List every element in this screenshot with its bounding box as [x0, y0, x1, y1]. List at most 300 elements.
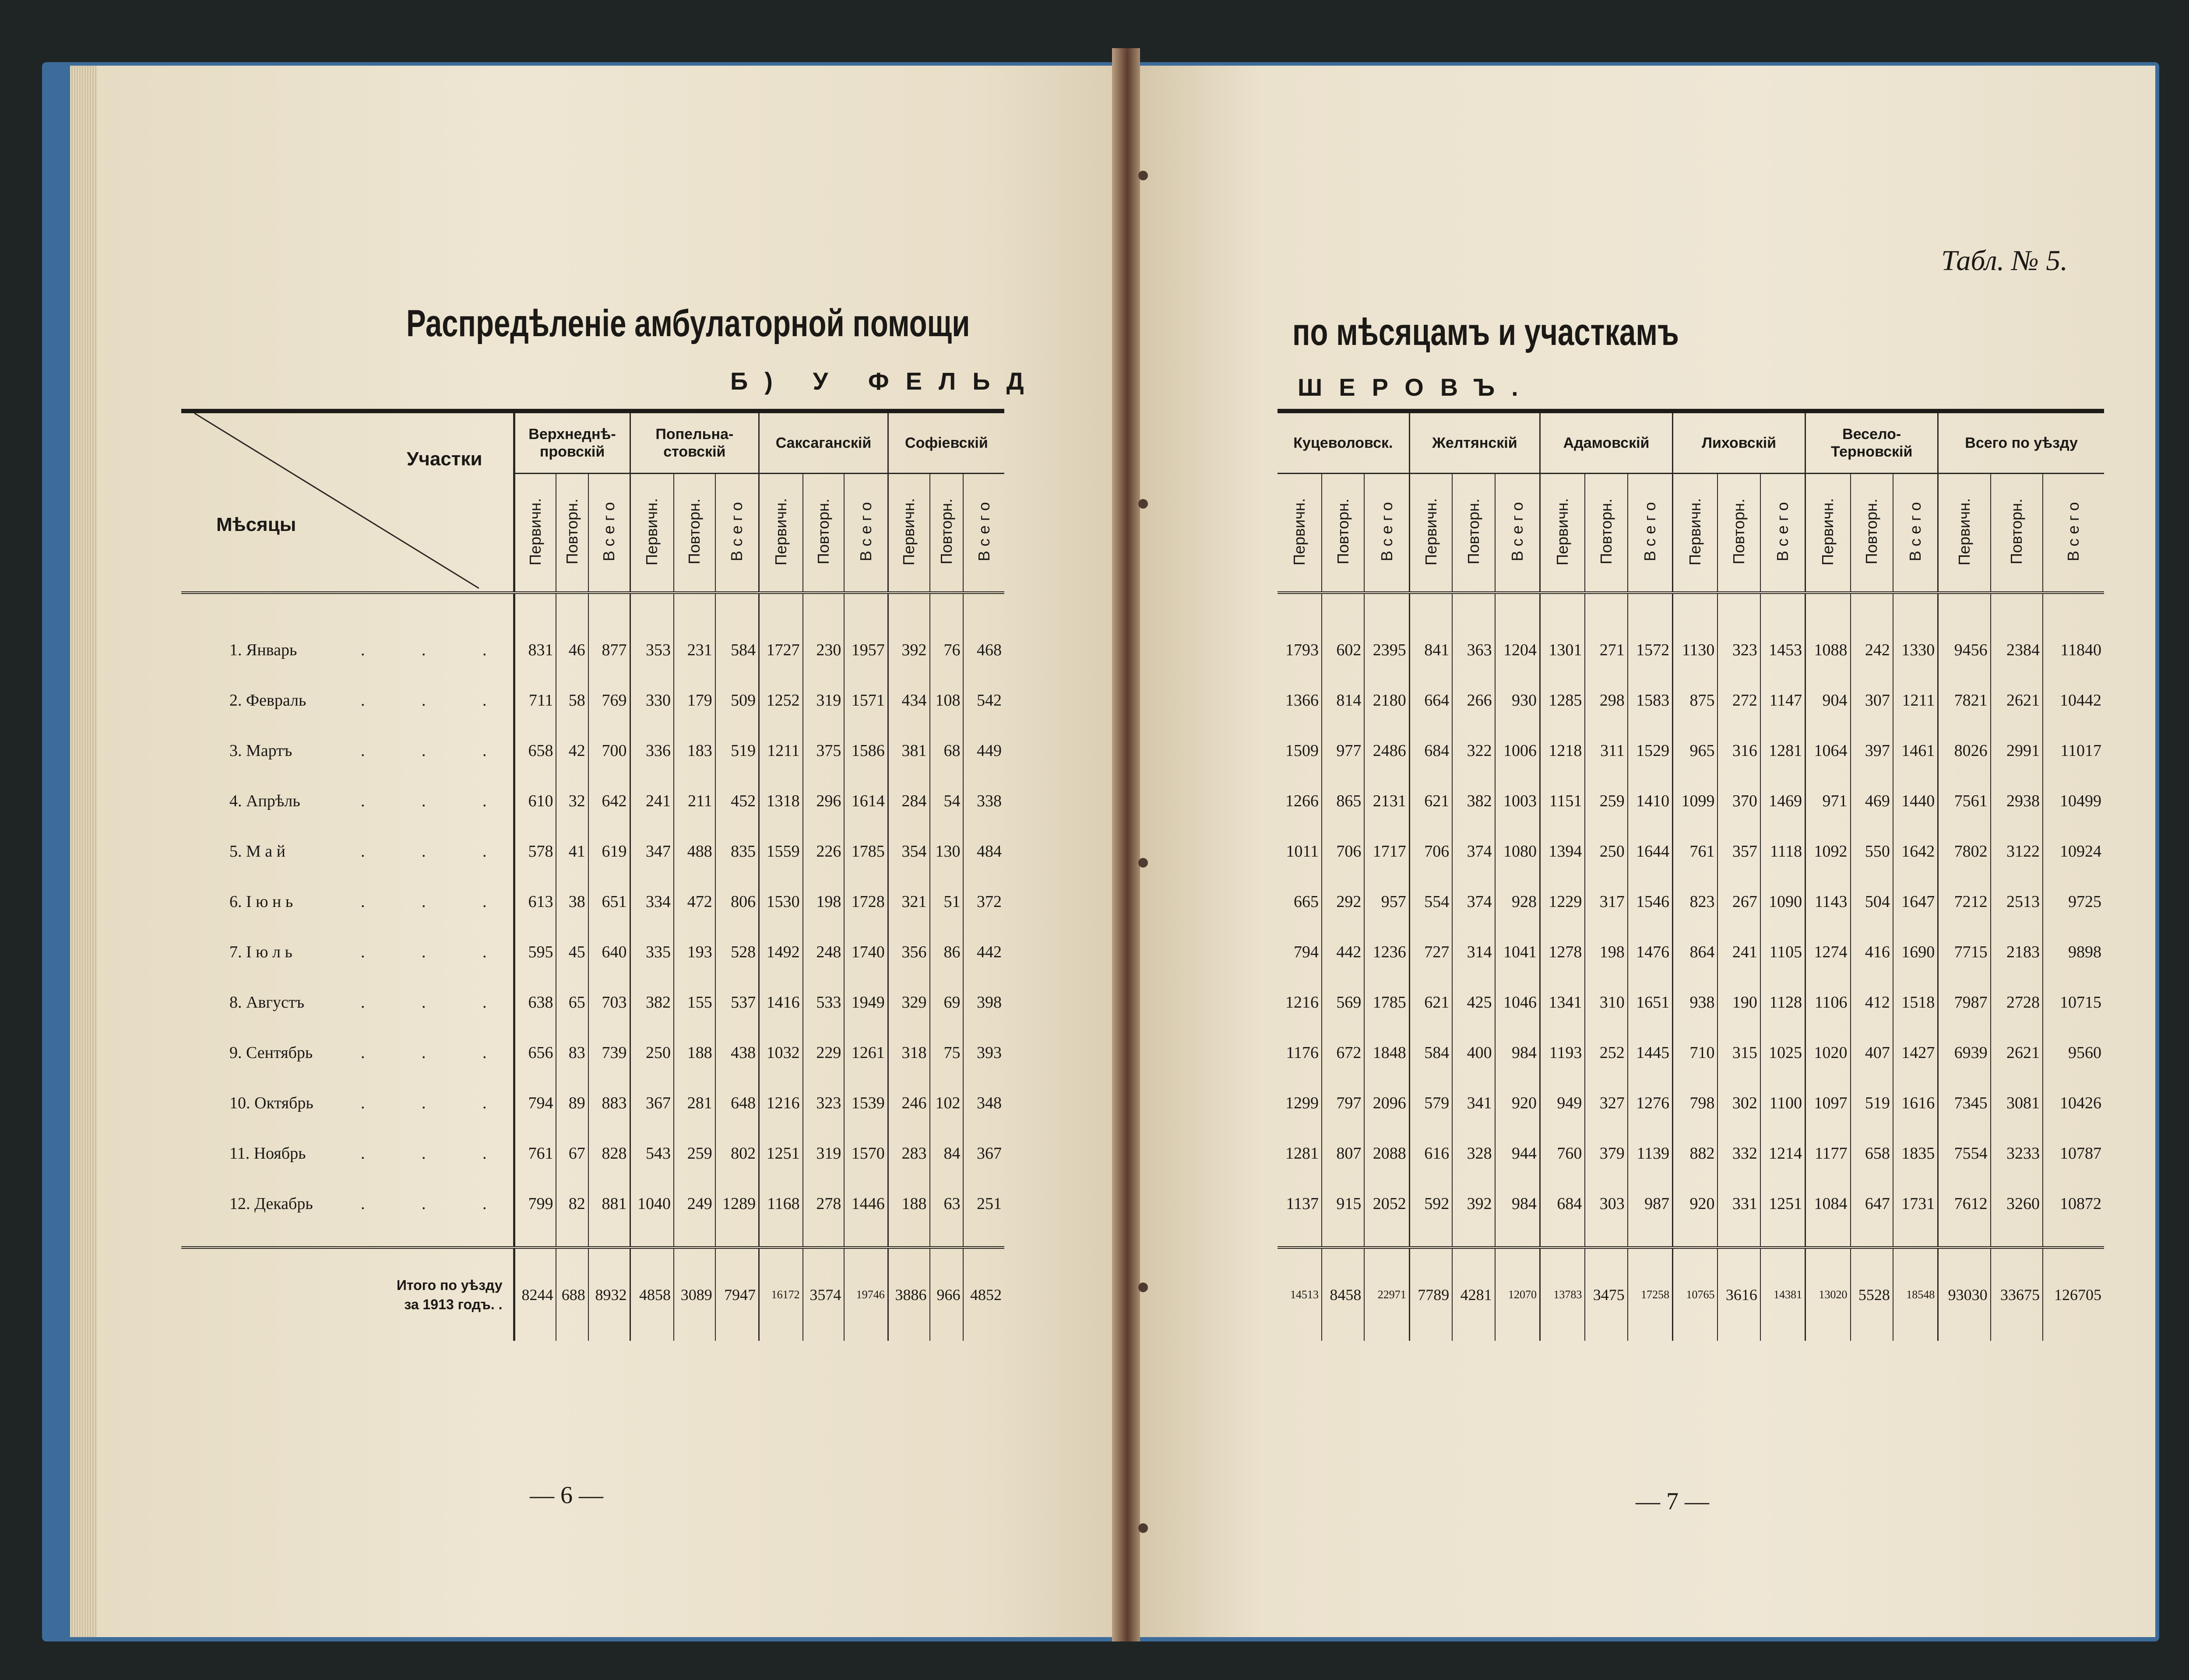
cell-value: 51: [930, 876, 964, 927]
cell-value: 2052: [1364, 1178, 1409, 1229]
table-row: [181, 776, 1004, 826]
cell-value: 271: [1585, 625, 1627, 675]
totals-label-line: Итого по уѣзду: [396, 1277, 503, 1293]
cell-value: 938: [1673, 977, 1718, 1027]
cell-value: 1032: [759, 1027, 803, 1078]
leader-dots: . . .: [361, 691, 513, 710]
cell-value: 977: [1322, 725, 1364, 776]
cell-value: 434: [888, 675, 929, 725]
month-label: [181, 927, 514, 977]
cell-value: 613: [514, 876, 556, 927]
cell-value: 1006: [1495, 725, 1540, 776]
cell-value: 1261: [844, 1027, 888, 1078]
subheader-label: Повторн.: [2007, 499, 2026, 565]
month-label: [181, 1027, 514, 1078]
total-value: 3616: [1717, 1248, 1760, 1341]
month-label: [181, 625, 514, 675]
cell-value: 303: [1585, 1178, 1627, 1229]
cell-value: 1453: [1760, 625, 1805, 675]
month-label: [181, 977, 514, 1027]
month-name: 9. Сентябрь: [229, 1043, 313, 1062]
months-label: Мѣсяцы: [216, 514, 296, 535]
cell-value: 32: [556, 776, 588, 826]
cell-value: 11840: [2043, 625, 2104, 675]
column-subheader: [1322, 474, 1364, 593]
table-row: [1278, 1178, 2104, 1229]
cell-value: 1394: [1540, 826, 1585, 876]
column-subheader: [556, 474, 588, 593]
cell-value: 949: [1540, 1078, 1585, 1128]
cell-value: 2088: [1364, 1128, 1409, 1178]
cell-value: 1644: [1628, 826, 1673, 876]
cell-value: 226: [803, 826, 845, 876]
month-label: [181, 1078, 514, 1128]
cell-value: 323: [803, 1078, 845, 1128]
cell-value: 928: [1495, 876, 1540, 927]
cell-value: 484: [963, 826, 1004, 876]
cell-value: 1128: [1760, 977, 1805, 1027]
cell-value: 579: [1409, 1078, 1452, 1128]
cell-value: 930: [1495, 675, 1540, 725]
cell-value: 382: [630, 977, 674, 1027]
leader-dots: . . .: [361, 1194, 513, 1213]
cell-value: 38: [556, 876, 588, 927]
month-name: 6. І ю н ь: [229, 892, 293, 911]
cell-value: 398: [963, 977, 1004, 1027]
district-header-label: Попельна- стовскій: [655, 426, 734, 460]
leader-dots: . . .: [361, 741, 513, 760]
cell-value: 1957: [844, 625, 888, 675]
cell-value: 11017: [2043, 725, 2104, 776]
district-header: [1938, 411, 2104, 474]
cell-value: 392: [888, 625, 929, 675]
cell-value: 602: [1322, 625, 1364, 675]
table-row: [1278, 776, 2104, 826]
district-header-label: Лиховскій: [1702, 435, 1777, 451]
district-header-label: Адамовскій: [1563, 435, 1650, 451]
cell-value: 1147: [1760, 675, 1805, 725]
cell-value: 1530: [759, 876, 803, 927]
district-header: [1409, 411, 1540, 474]
cell-value: 302: [1717, 1078, 1760, 1128]
cell-value: 1281: [1760, 725, 1805, 776]
district-header: [1540, 411, 1672, 474]
cell-value: 314: [1452, 927, 1495, 977]
cell-value: 684: [1540, 1178, 1585, 1229]
cell-value: 7987: [1938, 977, 1991, 1027]
cell-value: 249: [674, 1178, 715, 1229]
column-subheader: [844, 474, 888, 593]
cell-value: 1218: [1540, 725, 1585, 776]
cell-value: 1616: [1893, 1078, 1938, 1128]
cell-value: 267: [1717, 876, 1760, 927]
right-table: [1278, 409, 2104, 1341]
cell-value: 10787: [2043, 1128, 2104, 1178]
total-value: 4852: [963, 1248, 1004, 1341]
cell-value: 1717: [1364, 826, 1409, 876]
cell-value: 130: [930, 826, 964, 876]
cell-value: 69: [930, 977, 964, 1027]
cell-value: 1642: [1893, 826, 1938, 876]
month-name: 7. І ю л ь: [229, 942, 292, 961]
month-name: 12. Декабрь: [229, 1194, 313, 1213]
district-header: [1805, 411, 1938, 474]
cell-value: 298: [1585, 675, 1627, 725]
month-name: 11. Ноябрь: [229, 1144, 306, 1163]
subheader-label: В с е г о: [1906, 502, 1925, 562]
corner-header: [181, 411, 514, 593]
cell-value: 1416: [759, 977, 803, 1027]
total-value: 8458: [1322, 1248, 1364, 1341]
subheader-label: В с е г о: [1508, 502, 1526, 562]
cell-value: 1330: [1893, 625, 1938, 675]
cell-value: 488: [674, 826, 715, 876]
subheader-label: В с е г о: [975, 502, 993, 562]
subheader-label: Первичн.: [1686, 498, 1704, 566]
table-row: [181, 1078, 1004, 1128]
column-subheader: [1991, 474, 2043, 593]
cell-value: 1539: [844, 1078, 888, 1128]
total-value: 8932: [588, 1248, 630, 1341]
column-subheader: [1938, 474, 1991, 593]
table-row: [1278, 927, 2104, 977]
cell-value: 802: [715, 1128, 759, 1178]
month-name: 5. М а й: [229, 842, 285, 861]
cell-value: 251: [963, 1178, 1004, 1229]
cell-value: 248: [803, 927, 845, 977]
cell-value: 316: [1717, 725, 1760, 776]
subheader-label: Первичн.: [900, 498, 918, 566]
cell-value: 374: [1452, 826, 1495, 876]
cell-value: 957: [1364, 876, 1409, 927]
cell-value: 504: [1851, 876, 1893, 927]
cell-value: 329: [888, 977, 929, 1027]
total-value: 7947: [715, 1248, 759, 1341]
cell-value: 327: [1585, 1078, 1627, 1128]
cell-value: 9898: [2043, 927, 2104, 977]
cell-value: 102: [930, 1078, 964, 1128]
cell-value: 188: [674, 1027, 715, 1078]
column-subheader: [715, 474, 759, 593]
cell-value: 1137: [1286, 1194, 1319, 1213]
district-header-label: Саксаганскій: [775, 435, 872, 451]
table-row: [1278, 876, 2104, 927]
cell-value: 183: [674, 725, 715, 776]
total-value: 5528: [1851, 1248, 1893, 1341]
cell-value: 760: [1540, 1128, 1585, 1178]
cell-value: 296: [803, 776, 845, 826]
cell-value: 1949: [844, 977, 888, 1027]
total-value: 19746: [844, 1248, 888, 1341]
cell-value: 920: [1673, 1178, 1718, 1229]
cell-value: 370: [1717, 776, 1760, 826]
cell-value: 7212: [1938, 876, 1991, 927]
cell-value: 882: [1673, 1128, 1718, 1178]
cell-value: 1092: [1805, 826, 1851, 876]
cell-value: 769: [588, 675, 630, 725]
cell-value: 658: [1851, 1128, 1893, 1178]
cell-value: 1229: [1540, 876, 1585, 927]
cell-value: 425: [1452, 977, 1495, 1027]
cell-value: 379: [1585, 1128, 1627, 1178]
district-header: [759, 411, 888, 474]
cell-value: 1193: [1540, 1027, 1585, 1078]
cell-value: 509: [715, 675, 759, 725]
cell-value: 472: [674, 876, 715, 927]
cell-value: 469: [1851, 776, 1893, 826]
cell-value: 7715: [1938, 927, 1991, 977]
binding-hole: [1138, 1523, 1148, 1533]
cell-value: 831: [514, 625, 556, 675]
cell-value: 711: [514, 675, 556, 725]
cell-value: 259: [1585, 776, 1627, 826]
cell-value: 252: [1585, 1027, 1627, 1078]
cell-value: 2513: [1991, 876, 2043, 927]
cell-value: 904: [1805, 675, 1851, 725]
cell-value: 1084: [1805, 1178, 1851, 1229]
month-label: [181, 826, 514, 876]
cell-value: 1848: [1364, 1027, 1409, 1078]
column-subheader: [1540, 474, 1585, 593]
cell-value: 971: [1805, 776, 1851, 826]
totals-label: [181, 1248, 514, 1341]
cell-value: 794: [514, 1078, 556, 1128]
column-subheader: [1893, 474, 1938, 593]
cell-value: 334: [630, 876, 674, 927]
cell-value: 10872: [2043, 1178, 2104, 1229]
cell-value: 915: [1322, 1178, 1364, 1229]
cell-value: 1285: [1540, 675, 1585, 725]
cell-value: 1252: [759, 675, 803, 725]
right-title: по мѣсяцамъ и участкамъ: [1292, 311, 1679, 353]
table-row: [181, 826, 1004, 876]
cell-value: 54: [930, 776, 964, 826]
cell-value: 1727: [759, 625, 803, 675]
cell-value: 647: [1851, 1178, 1893, 1229]
cell-value: 1211: [759, 725, 803, 776]
month-label: [181, 725, 514, 776]
subheader-label: Повторн.: [937, 499, 955, 565]
column-subheader: [930, 474, 964, 593]
cell-value: 10426: [2043, 1078, 2104, 1128]
cell-value: 739: [588, 1027, 630, 1078]
cell-value: 241: [630, 776, 674, 826]
table-row: [181, 675, 1004, 725]
cell-value: 1301: [1540, 625, 1585, 675]
cell-value: 554: [1409, 876, 1452, 927]
total-value: 18548: [1893, 1248, 1938, 1341]
cell-value: 1835: [1893, 1128, 1938, 1178]
cell-value: 1469: [1760, 776, 1805, 826]
subheader-label: Первичн.: [1819, 498, 1837, 566]
leader-dots: . . .: [361, 1093, 513, 1112]
totals-label-line: за 1913 годъ. .: [404, 1297, 503, 1312]
total-value: 3475: [1585, 1248, 1627, 1341]
cell-value: 2621: [1991, 1027, 2043, 1078]
cell-value: 65: [556, 977, 588, 1027]
table-row: [1278, 1027, 2104, 1078]
district-header: [888, 411, 1004, 474]
total-value: 4858: [630, 1248, 674, 1341]
cell-value: 1139: [1628, 1128, 1673, 1178]
column-subheader: [1760, 474, 1805, 593]
cell-value: 2131: [1364, 776, 1409, 826]
cell-value: 9456: [1938, 625, 1991, 675]
month-label: [181, 675, 514, 725]
subheader-label: В с е г о: [2064, 502, 2083, 562]
cell-value: 1020: [1805, 1027, 1851, 1078]
column-subheader: [1585, 474, 1627, 593]
district-header: [1278, 411, 1409, 474]
cell-value: 7802: [1938, 826, 1991, 876]
cell-value: 1427: [1893, 1027, 1938, 1078]
cell-value: 46: [556, 625, 588, 675]
month-name: 8. Августъ: [229, 993, 305, 1012]
cell-value: 965: [1673, 725, 1718, 776]
cell-value: 1216: [1285, 993, 1319, 1012]
cell-value: 610: [514, 776, 556, 826]
cell-value: 865: [1322, 776, 1364, 826]
leader-dots: . . .: [361, 640, 513, 659]
cell-value: 45: [556, 927, 588, 977]
binding-hole: [1138, 858, 1148, 868]
cell-value: 706: [1322, 826, 1364, 876]
cell-value: 193: [674, 927, 715, 977]
cell-value: 658: [514, 725, 556, 776]
cell-value: 569: [1322, 977, 1364, 1027]
cell-value: 84: [930, 1128, 964, 1178]
cell-value: 2621: [1991, 675, 2043, 725]
subheader-label: Повторн.: [685, 499, 704, 565]
cell-value: 1647: [1893, 876, 1938, 927]
cell-value: 1731: [1893, 1178, 1938, 1229]
column-subheader: [963, 474, 1004, 593]
table-row: [181, 1027, 1004, 1078]
cell-value: 987: [1628, 1178, 1673, 1229]
cell-value: 664: [1409, 675, 1452, 725]
column-subheader: [514, 474, 556, 593]
cell-value: 347: [630, 826, 674, 876]
subheader-label: В с е г о: [1773, 502, 1791, 562]
table-row: [1278, 977, 2104, 1027]
table-row: [181, 625, 1004, 675]
cell-value: 75: [930, 1027, 964, 1078]
cell-value: 372: [963, 876, 1004, 927]
district-header-label: Куцеволовск.: [1293, 435, 1393, 451]
cell-value: 1278: [1540, 927, 1585, 977]
cell-value: 828: [588, 1128, 630, 1178]
cell-value: 798: [1673, 1078, 1718, 1128]
table-row: [181, 1128, 1004, 1178]
cell-value: 1651: [1628, 977, 1673, 1027]
cell-value: 41: [556, 826, 588, 876]
subheader-label: В с е г о: [857, 502, 875, 562]
table-row: [181, 876, 1004, 927]
cell-value: 703: [588, 977, 630, 1027]
binding-hole: [1138, 499, 1148, 509]
total-value: 14381: [1760, 1248, 1805, 1341]
cell-value: 799: [514, 1178, 556, 1229]
cell-value: 519: [715, 725, 759, 776]
cell-value: 330: [630, 675, 674, 725]
subheader-label: Повторн.: [1730, 499, 1748, 565]
subheader-label: В с е г о: [600, 502, 618, 562]
cell-value: 452: [715, 776, 759, 826]
table-row: [1278, 1128, 2104, 1178]
cell-value: 468: [963, 625, 1004, 675]
cell-value: 278: [803, 1178, 845, 1229]
cell-value: 188: [888, 1178, 929, 1229]
cell-value: 1785: [844, 826, 888, 876]
cell-value: 397: [1851, 725, 1893, 776]
cell-value: 76: [930, 625, 964, 675]
cell-value: 250: [630, 1027, 674, 1078]
cell-value: 367: [963, 1128, 1004, 1178]
cell-value: 640: [588, 927, 630, 977]
district-header: [514, 411, 630, 474]
total-value: 3886: [888, 1248, 929, 1341]
cell-value: 1046: [1495, 977, 1540, 1027]
cell-value: 592: [1409, 1178, 1452, 1229]
cell-value: 272: [1717, 675, 1760, 725]
cell-value: 230: [803, 625, 845, 675]
column-subheader: [1628, 474, 1673, 593]
subheader-label: В с е г о: [1377, 502, 1396, 562]
cell-value: 1318: [759, 776, 803, 826]
district-header-label: Верхнеднѣ- провскій: [528, 426, 616, 460]
cell-value: 1143: [1805, 876, 1851, 927]
cell-value: 332: [1717, 1128, 1760, 1178]
cell-value: 3260: [1991, 1178, 2043, 1229]
cell-value: 651: [588, 876, 630, 927]
cell-value: 328: [1452, 1128, 1495, 1178]
cell-value: 318: [888, 1027, 929, 1078]
cell-value: 179: [674, 675, 715, 725]
cell-value: 1168: [759, 1178, 803, 1229]
cell-value: 1214: [1760, 1128, 1805, 1178]
cell-value: 323: [1717, 625, 1760, 675]
cell-value: 1204: [1495, 625, 1540, 675]
month-name: 2. Февраль: [229, 691, 306, 710]
cell-value: 543: [630, 1128, 674, 1178]
cell-value: 400: [1452, 1027, 1495, 1078]
subheader-label: Повторн.: [1597, 499, 1615, 565]
cell-value: 1461: [1893, 725, 1938, 776]
month-label: [181, 876, 514, 927]
table-row: [181, 725, 1004, 776]
cell-value: 7612: [1938, 1178, 1991, 1229]
page-edges: [70, 66, 97, 1637]
column-subheader: [674, 474, 715, 593]
cell-value: 648: [715, 1078, 759, 1128]
cell-value: 1040: [630, 1178, 674, 1229]
total-value: 7789: [1409, 1248, 1452, 1341]
cell-value: 310: [1585, 977, 1627, 1027]
cell-value: 672: [1322, 1027, 1364, 1078]
column-subheader: [1717, 474, 1760, 593]
cell-value: 1445: [1628, 1027, 1673, 1078]
cell-value: 1216: [759, 1078, 803, 1128]
total-value: 966: [930, 1248, 964, 1341]
leader-dots: . . .: [361, 1144, 513, 1163]
cell-value: 10715: [2043, 977, 2104, 1027]
cell-value: 211: [674, 776, 715, 826]
total-value: 16172: [759, 1248, 803, 1341]
left-page-number: — 6 —: [530, 1482, 603, 1509]
cell-value: 806: [715, 876, 759, 927]
cell-value: 2183: [1991, 927, 2043, 977]
subheader-label: Первичн.: [526, 498, 544, 566]
